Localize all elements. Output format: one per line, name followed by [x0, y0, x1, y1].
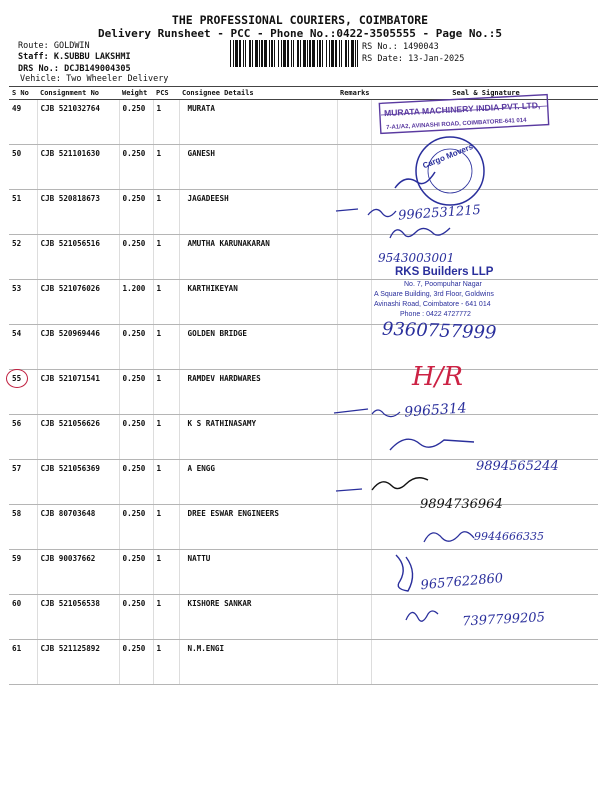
phone-54: 9360757999 [381, 318, 497, 344]
cell-pcs: 1 [153, 145, 179, 190]
cell-consignment: CJB 521032764 [37, 100, 119, 145]
cell-pcs: 1 [153, 235, 179, 280]
col-pcs: PCS [153, 87, 179, 100]
cell-pcs: 1 [153, 595, 179, 640]
signature-scribble-59 [424, 532, 474, 542]
cell-sno: 60 [9, 595, 37, 640]
phone-61: 7397799205 [461, 610, 546, 630]
drs-value: DCJB149004305 [64, 64, 131, 74]
cell-pcs: 1 [153, 370, 179, 415]
cell-weight: 0.250 [119, 595, 153, 640]
cell-weight: 0.250 [119, 460, 153, 505]
cell-sno: 50 [9, 145, 37, 190]
drs-label: DRS No.: [18, 64, 59, 74]
cell-pcs: 1 [153, 460, 179, 505]
cell-consignment: CJB 521071541 [37, 370, 119, 415]
staff-label: Staff: [18, 52, 49, 62]
rks-builders-stamp [374, 266, 494, 318]
runsheet-subtitle: Delivery Runsheet - PCC - Phone No.:0422-3505555 - Page No.:5 [98, 27, 502, 40]
cell-weight: 0.250 [119, 235, 153, 280]
cell-sno: 57 [9, 460, 37, 505]
route-value: GOLDWIN [53, 41, 90, 51]
cell-pcs: 1 [153, 325, 179, 370]
phone-52: 9543003001 [378, 251, 455, 265]
murata-company-stamp [379, 95, 548, 134]
cell-weight: 1.200 [119, 280, 153, 325]
cell-consignee: GOLDEN BRIDGE [179, 325, 337, 370]
cell-consignment: CJB 521101630 [37, 145, 119, 190]
cell-pcs: 1 [153, 550, 179, 595]
remarks-dashes [334, 209, 368, 491]
phone-51: 9962531215 [397, 202, 482, 224]
signature-scribble-56 [372, 410, 400, 417]
vehicle-label: Vehicle: [20, 74, 61, 84]
cell-consignment: CJB 520969446 [37, 325, 119, 370]
cell-sno: 61 [9, 640, 37, 685]
phone-60: 9657622860 [420, 571, 504, 594]
cell-weight: 0.250 [119, 415, 153, 460]
vehicle-value: Two Wheeler Delivery [66, 74, 169, 84]
cell-consignment: CJB 80703648 [37, 505, 119, 550]
cell-pcs: 1 [153, 505, 179, 550]
cell-consignee: K S RATHINASAMY [179, 415, 337, 460]
cell-sno: 49 [9, 100, 37, 145]
cell-consignee: DREE ESWAR ENGINEERS [179, 505, 337, 550]
cell-pcs: 1 [153, 190, 179, 235]
cell-weight: 0.250 [119, 325, 153, 370]
cell-sno: 59 [9, 550, 37, 595]
signature-scribble-58 [372, 478, 428, 490]
staff-value: K.SUBBU LAKSHMI [53, 52, 131, 62]
phone-57: 9894565244 [476, 459, 559, 474]
cargo-round-stamp [395, 137, 484, 205]
signature-scribble-51 [368, 209, 396, 216]
col-consignee: Consignee Details [179, 87, 337, 100]
cell-sno: 58 [9, 505, 37, 550]
rks-stamp-line2: No. 7, Poompuhar Nagar [404, 281, 482, 288]
col-remarks: Remarks [337, 87, 371, 100]
rs-date-label: RS Date: [362, 54, 403, 64]
col-consignment: Consignment No [37, 87, 119, 100]
company-title: THE PROFESSIONAL COURIERS, COIMBATORE [171, 13, 429, 27]
cell-consignment: CJB 520818673 [37, 190, 119, 235]
route-label: Route: [18, 41, 49, 51]
cell-consignee: N.M.ENGI [179, 640, 337, 685]
cell-sno: 54 [9, 325, 37, 370]
rs-no-label: RS No.: [362, 42, 398, 52]
cell-weight: 0.250 [119, 640, 153, 685]
cell-consignee: KARTHIKEYAN [179, 280, 337, 325]
cell-sno: 53 [9, 280, 37, 325]
cell-consignee: KISHORE SANKAR [179, 595, 337, 640]
cell-weight: 0.250 [119, 190, 153, 235]
cell-consignee: AMUTHA KARUNAKARAN [179, 235, 337, 280]
murata-stamp-line2: 7-A1/A2, AVINASHI ROAD, COIMBATORE-641 014 [386, 117, 527, 132]
signature-scribble-57 [390, 439, 474, 450]
cell-weight: 0.250 [119, 370, 153, 415]
cell-consignment: CJB 521056626 [37, 415, 119, 460]
cell-consignee: JAGADEESH [179, 190, 337, 235]
cell-sno: 51 [9, 190, 37, 235]
cell-consignee: RAMDEV HARDWARES [179, 370, 337, 415]
cell-consignee: MURATA [179, 100, 337, 145]
signature-scribble-60 [396, 555, 413, 591]
col-weight: Weight [119, 87, 153, 100]
cell-weight: 0.250 [119, 505, 153, 550]
cell-consignment: CJB 521076026 [37, 280, 119, 325]
cell-weight: 0.250 [119, 100, 153, 145]
phone-59: 9944666335 [474, 530, 544, 543]
cell-pcs: 1 [153, 100, 179, 145]
rks-stamp-line1: RKS Builders LLP [395, 266, 494, 278]
rks-stamp-line4: Avinashi Road, Coimbatore - 641 014 [374, 301, 491, 308]
col-sno: S No [9, 87, 37, 100]
phone-58: 9894736964 [420, 497, 503, 512]
cell-consignee: GANESH [179, 145, 337, 190]
signature-scribble-52 [390, 228, 450, 238]
cell-consignee: A ENGG [179, 460, 337, 505]
cell-sno: 52 [9, 235, 37, 280]
signature-scribble-61 [406, 611, 438, 621]
cell-pcs: 1 [153, 640, 179, 685]
cell-consignee: NATTU [179, 550, 337, 595]
col-seal-signature: Seal & Signature [371, 87, 598, 100]
cell-consignment: CJB 521056538 [37, 595, 119, 640]
cell-consignment: CJB 521056516 [37, 235, 119, 280]
cell-consignment: CJB 521056369 [37, 460, 119, 505]
rs-no-value: 1490043 [402, 42, 439, 52]
cell-pcs: 1 [153, 415, 179, 460]
phone-56: 9965314 [403, 400, 468, 421]
rs-date-value: 13-Jan-2025 [408, 54, 465, 64]
cell-pcs: 1 [153, 280, 179, 325]
rks-stamp-line3: A Square Building, 3rd Floor, Goldwins [374, 291, 494, 298]
cell-weight: 0.250 [119, 550, 153, 595]
murata-stamp-line1: MURATA MACHINERY INDIA PVT. LTD, [383, 100, 541, 119]
circled-sno: 55 [12, 374, 22, 383]
cell-consignment: CJB 90037662 [37, 550, 119, 595]
cell-weight: 0.250 [119, 145, 153, 190]
cell-consignment: CJB 521125892 [37, 640, 119, 685]
cargo-stamp-text: Cargo Movers [421, 142, 475, 171]
cell-sno: 56 [9, 415, 37, 460]
rks-stamp-line5: Phone : 0422 4727772 [400, 311, 471, 318]
remark-hr: H/R [412, 362, 464, 392]
